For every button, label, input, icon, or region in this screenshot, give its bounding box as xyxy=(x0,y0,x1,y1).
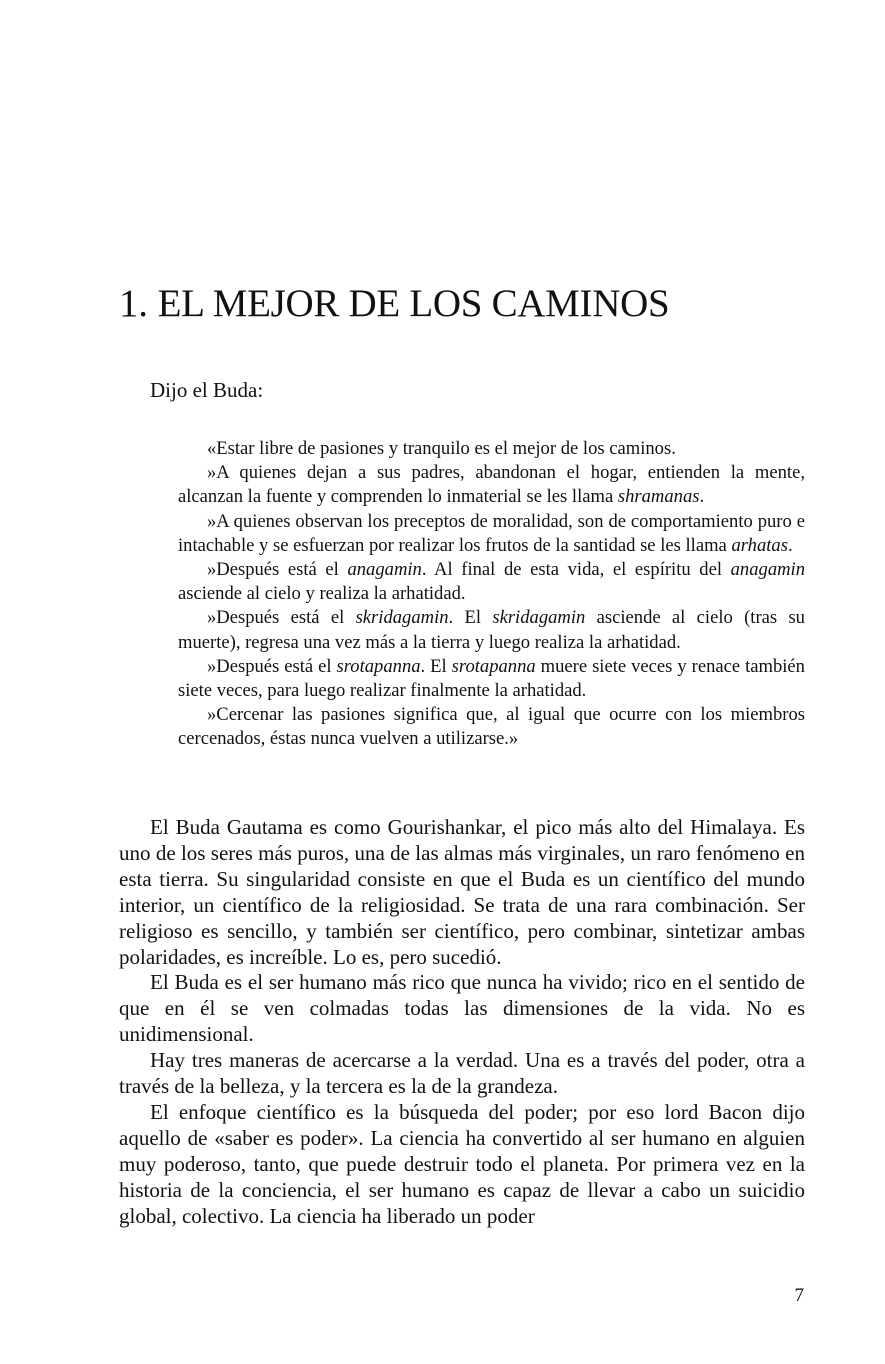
body-paragraph-1: El Buda Gautama es como Gourishankar, el pico más alto del Himalaya. Es uno de los seres más puros, una de las almas más virginales, un raro fenómeno en esta tierra. Su singularidad consiste en que el Buda es un científico del mundo interior, un científico de la religiosidad. Se trata de una rara combinación. Ser religioso es sencillo, y también ser científico, pero combinar, sintetizar ambas polaridades, es increíble. Lo es, pero sucedió. xyxy=(119,815,805,969)
quote-paragraph-3 xyxy=(178,510,805,558)
quote-text: asciende al cielo y realiza la arhatidad. xyxy=(178,583,466,605)
chapter-title xyxy=(119,281,819,327)
quote-text: muere siete veces y renace también siete veces, para luego realizar finalmente la arhatidad. xyxy=(178,655,805,702)
body-paragraph-2: El Buda es el ser humano más rico que nunca ha vivido; rico en el sentido de que en él se ven colmadas todas las dimensiones de la vida. No es unidimensional. xyxy=(119,970,805,1047)
quote-text: . xyxy=(787,534,793,556)
quote-term: anagamin xyxy=(730,559,805,581)
quote-paragraph-4 xyxy=(178,558,805,606)
quote-text: »Después está el xyxy=(207,655,337,677)
chapter-number: 1. xyxy=(119,282,148,325)
chapter-title-text: EL MEJOR DE LOS CAMINOS xyxy=(157,282,670,325)
quote-paragraph-7: »Cercenar las pasiones significa que, al igual que ocurre con los miembros cercenados, éstas nunca vuelven a utilizarse.» xyxy=(178,704,805,750)
page-number: 7 xyxy=(794,1285,804,1306)
quote-paragraph-1: «Estar libre de pasiones y tranquilo es el mejor de los caminos. xyxy=(207,438,676,459)
quote-text: »A quienes dejan a sus padres, abandonan el hogar, entienden la mente, alcanzan la fuente y comprenden lo inmaterial se les llama xyxy=(178,462,805,508)
intro-line: Dijo el Buda: xyxy=(150,378,264,402)
body-paragraph-4: El enfoque científico es la búsqueda del poder; por eso lord Bacon dijo aquello de «saber es poder». La ciencia ha convertido al ser humano en alguien muy poderoso, tanto, que puede destruir todo el planeta. Por primera vez en la historia de la conciencia, el ser humano es capaz de llevar a cabo un suicidio global, colectivo. La ciencia ha liberado un poder xyxy=(119,1099,805,1228)
quote-text: asciende al cielo (tras su muerte), regresa una vez más a la tierra y luego realiza la arhatidad. xyxy=(178,607,805,653)
quote-term: shramanas xyxy=(617,486,700,508)
quote-paragraph-2 xyxy=(178,461,805,509)
quote-term: srotapanna xyxy=(451,655,536,677)
quote-term: skridagamin xyxy=(492,607,586,629)
quote-text: . El xyxy=(420,655,452,677)
buddha-quote xyxy=(178,437,805,752)
quote-term: anagamin xyxy=(347,559,422,581)
quote-paragraph-6 xyxy=(178,655,805,703)
quote-term: arhatas xyxy=(731,534,788,556)
quote-text: . El xyxy=(448,607,493,629)
quote-paragraph-5 xyxy=(178,606,805,654)
quote-text: »Después está el xyxy=(207,607,356,629)
quote-term: srotapanna xyxy=(336,655,421,677)
body-text xyxy=(119,815,805,1230)
quote-text: . xyxy=(699,486,705,508)
quote-text: »Después está el xyxy=(207,559,348,581)
quote-text: »A quienes observan los preceptos de moralidad, son de comportamiento puro e intachable y se esfuerzan por realizar los frutos de la santidad se les llama xyxy=(178,510,805,556)
quote-term: skridagamin xyxy=(355,607,449,629)
body-paragraph-3: Hay tres maneras de acercarse a la verdad. Una es a través del poder, otra a través de la belleza, y la tercera es la de la grandeza. xyxy=(119,1048,805,1099)
quote-text: . Al final de esta vida, el espíritu del xyxy=(421,559,731,581)
